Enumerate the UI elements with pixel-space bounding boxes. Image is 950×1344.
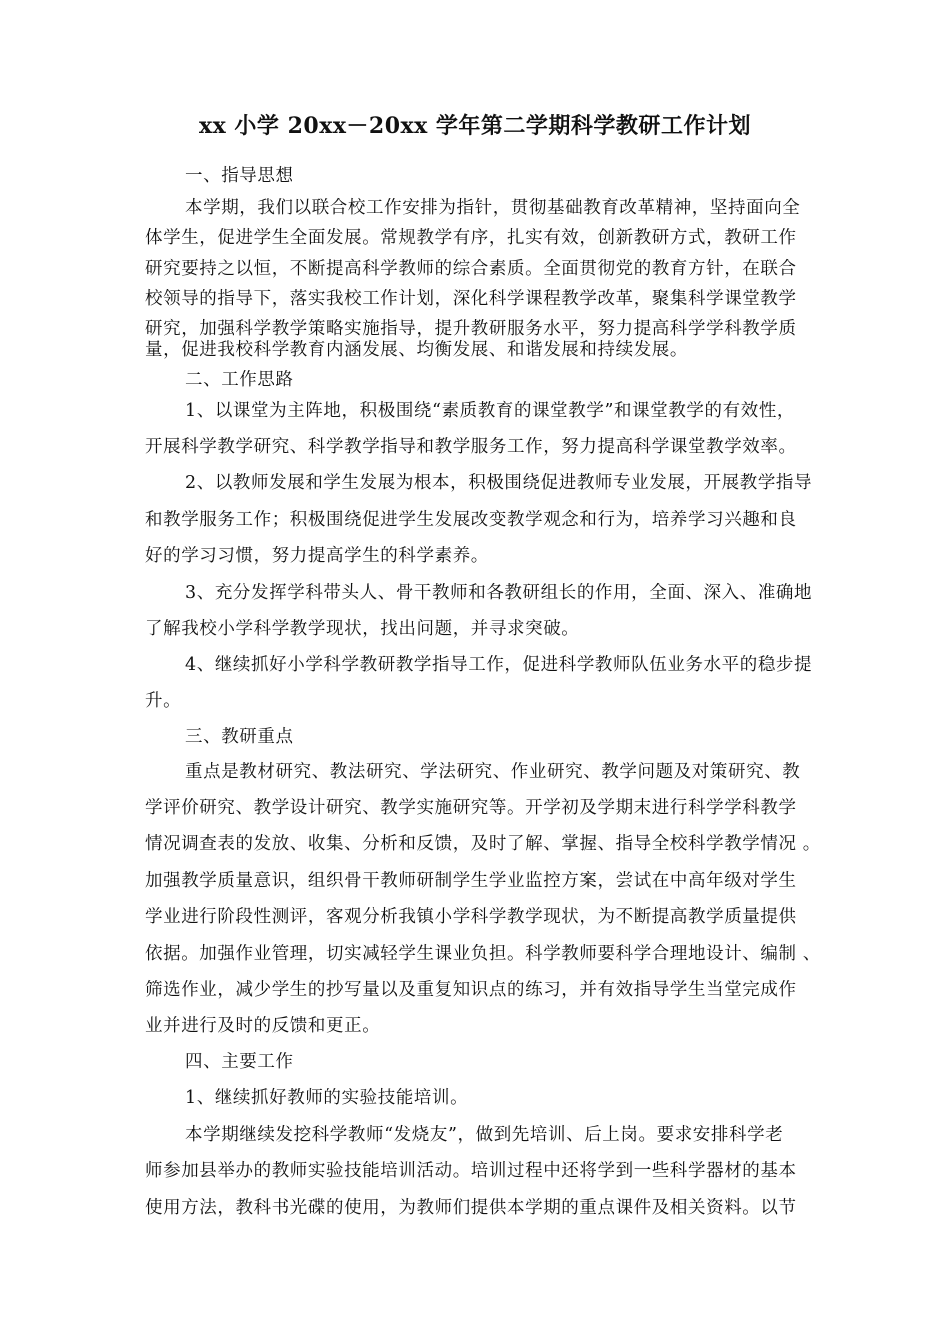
paragraph-line: 体学生，促进学生全面发展。常规教学有序，扎实有效，创新教研方式，教研工作	[145, 228, 797, 248]
list-item: 3、充分发挥学科带头人、骨干教师和各教研组长的作用，全面、深入、准确地	[185, 583, 813, 603]
paragraph-line: 筛选作业，减少学生的抄写量以及重复知识点的练习，并有效指导学生当堂完成作	[145, 980, 797, 1000]
paragraph-line: 研究要持之以恒，不断提高科学教师的综合素质。全面贯彻党的教育方针，在联合	[145, 259, 797, 279]
paragraph-line: 重点是教材研究、教法研究、学法研究、作业研究、教学问题及对策研究、教	[185, 762, 801, 782]
paragraph-line: 情况调查表的发放、收集、分析和反馈，及时了解、掌握、指导全校科学教学情况 。	[145, 834, 821, 854]
paragraph-line: 和教学服务工作；积极围绕促进学生发展改变教学观念和行为，培养学习兴趣和良	[145, 510, 797, 530]
paragraph-line: 学业进行阶段性测评，客观分析我镇小学科学教学现状，为不断提高教学质量提供	[145, 907, 797, 927]
paragraph-line: 了解我校小学科学教学现状，找出问题，并寻求突破。	[145, 619, 580, 639]
paragraph-line: 升。	[145, 691, 182, 711]
paragraph-line: 校领导的指导下，落实我校工作计划，深化科学课程教学改革，聚集科学课堂教学	[145, 289, 797, 309]
paragraph-line: 开展科学教学研究、科学教学指导和教学服务工作，努力提高科学课堂教学效率。	[145, 437, 797, 457]
paragraph-line: 师参加县举办的教师实验技能培训活动。培训过程中还将学到一些科学器材的基本	[145, 1161, 797, 1181]
paragraph-line: 量，促进我校科学教育内涵发展、均衡发展、和谐发展和持续发展。	[145, 340, 688, 360]
list-item: 4、继续抓好小学科学教研教学指导工作，促进科学教师队伍业务水平的稳步提	[185, 655, 813, 675]
paragraph-line: 依据。加强作业管理，切实减轻学生课业负担。科学教师要科学合理地设计、编制 、	[145, 944, 821, 964]
paragraph-line: 好的学习习惯，努力提高学生的科学素养。	[145, 546, 489, 566]
paragraph-line: 本学期继续发挖科学教师“发烧友”，做到先培训、后上岗。要求安排科学老	[185, 1125, 784, 1145]
heading-research-focus: 三、教研重点	[185, 727, 294, 747]
heading-work-ideas: 二、工作思路	[185, 370, 294, 390]
paragraph-line: 学评价研究、教学设计研究、教学实施研究等。开学初及学期末进行科学学科教学	[145, 798, 797, 818]
paragraph-line: 本学期，我们以联合校工作安排为指针，贯彻基础教育改革精神，坚持面向全	[185, 198, 801, 218]
paragraph-line: 业并进行及时的反馈和更正。	[145, 1016, 381, 1036]
list-item: 1、继续抓好教师的实验技能培训。	[185, 1088, 469, 1108]
document-title: xx 小学 20xx－20xx 学年第二学期科学教研工作计划	[199, 113, 751, 139]
list-item: 2、以教师发展和学生发展为根本，积极围绕促进教师专业发展，开展教学指导	[185, 473, 813, 493]
paragraph-line: 研究，加强科学教学策略实施指导，提升教研服务水平，努力提高科学学科教学质	[145, 319, 797, 339]
paragraph-line: 使用方法，教科书光碟的使用，为教师们提供本学期的重点课件及相关资料。以节	[145, 1198, 797, 1218]
heading-main-work: 四、主要工作	[185, 1052, 294, 1072]
paragraph-line: 加强教学质量意识，组织骨干教师研制学生学业监控方案，尝试在中高年级对学生	[145, 871, 797, 891]
heading-guiding-ideology: 一、指导思想	[185, 166, 294, 186]
list-item: 1、以课堂为主阵地，积极围绕“素质教育的课堂教学”和课堂教学的有效性，	[185, 401, 796, 421]
